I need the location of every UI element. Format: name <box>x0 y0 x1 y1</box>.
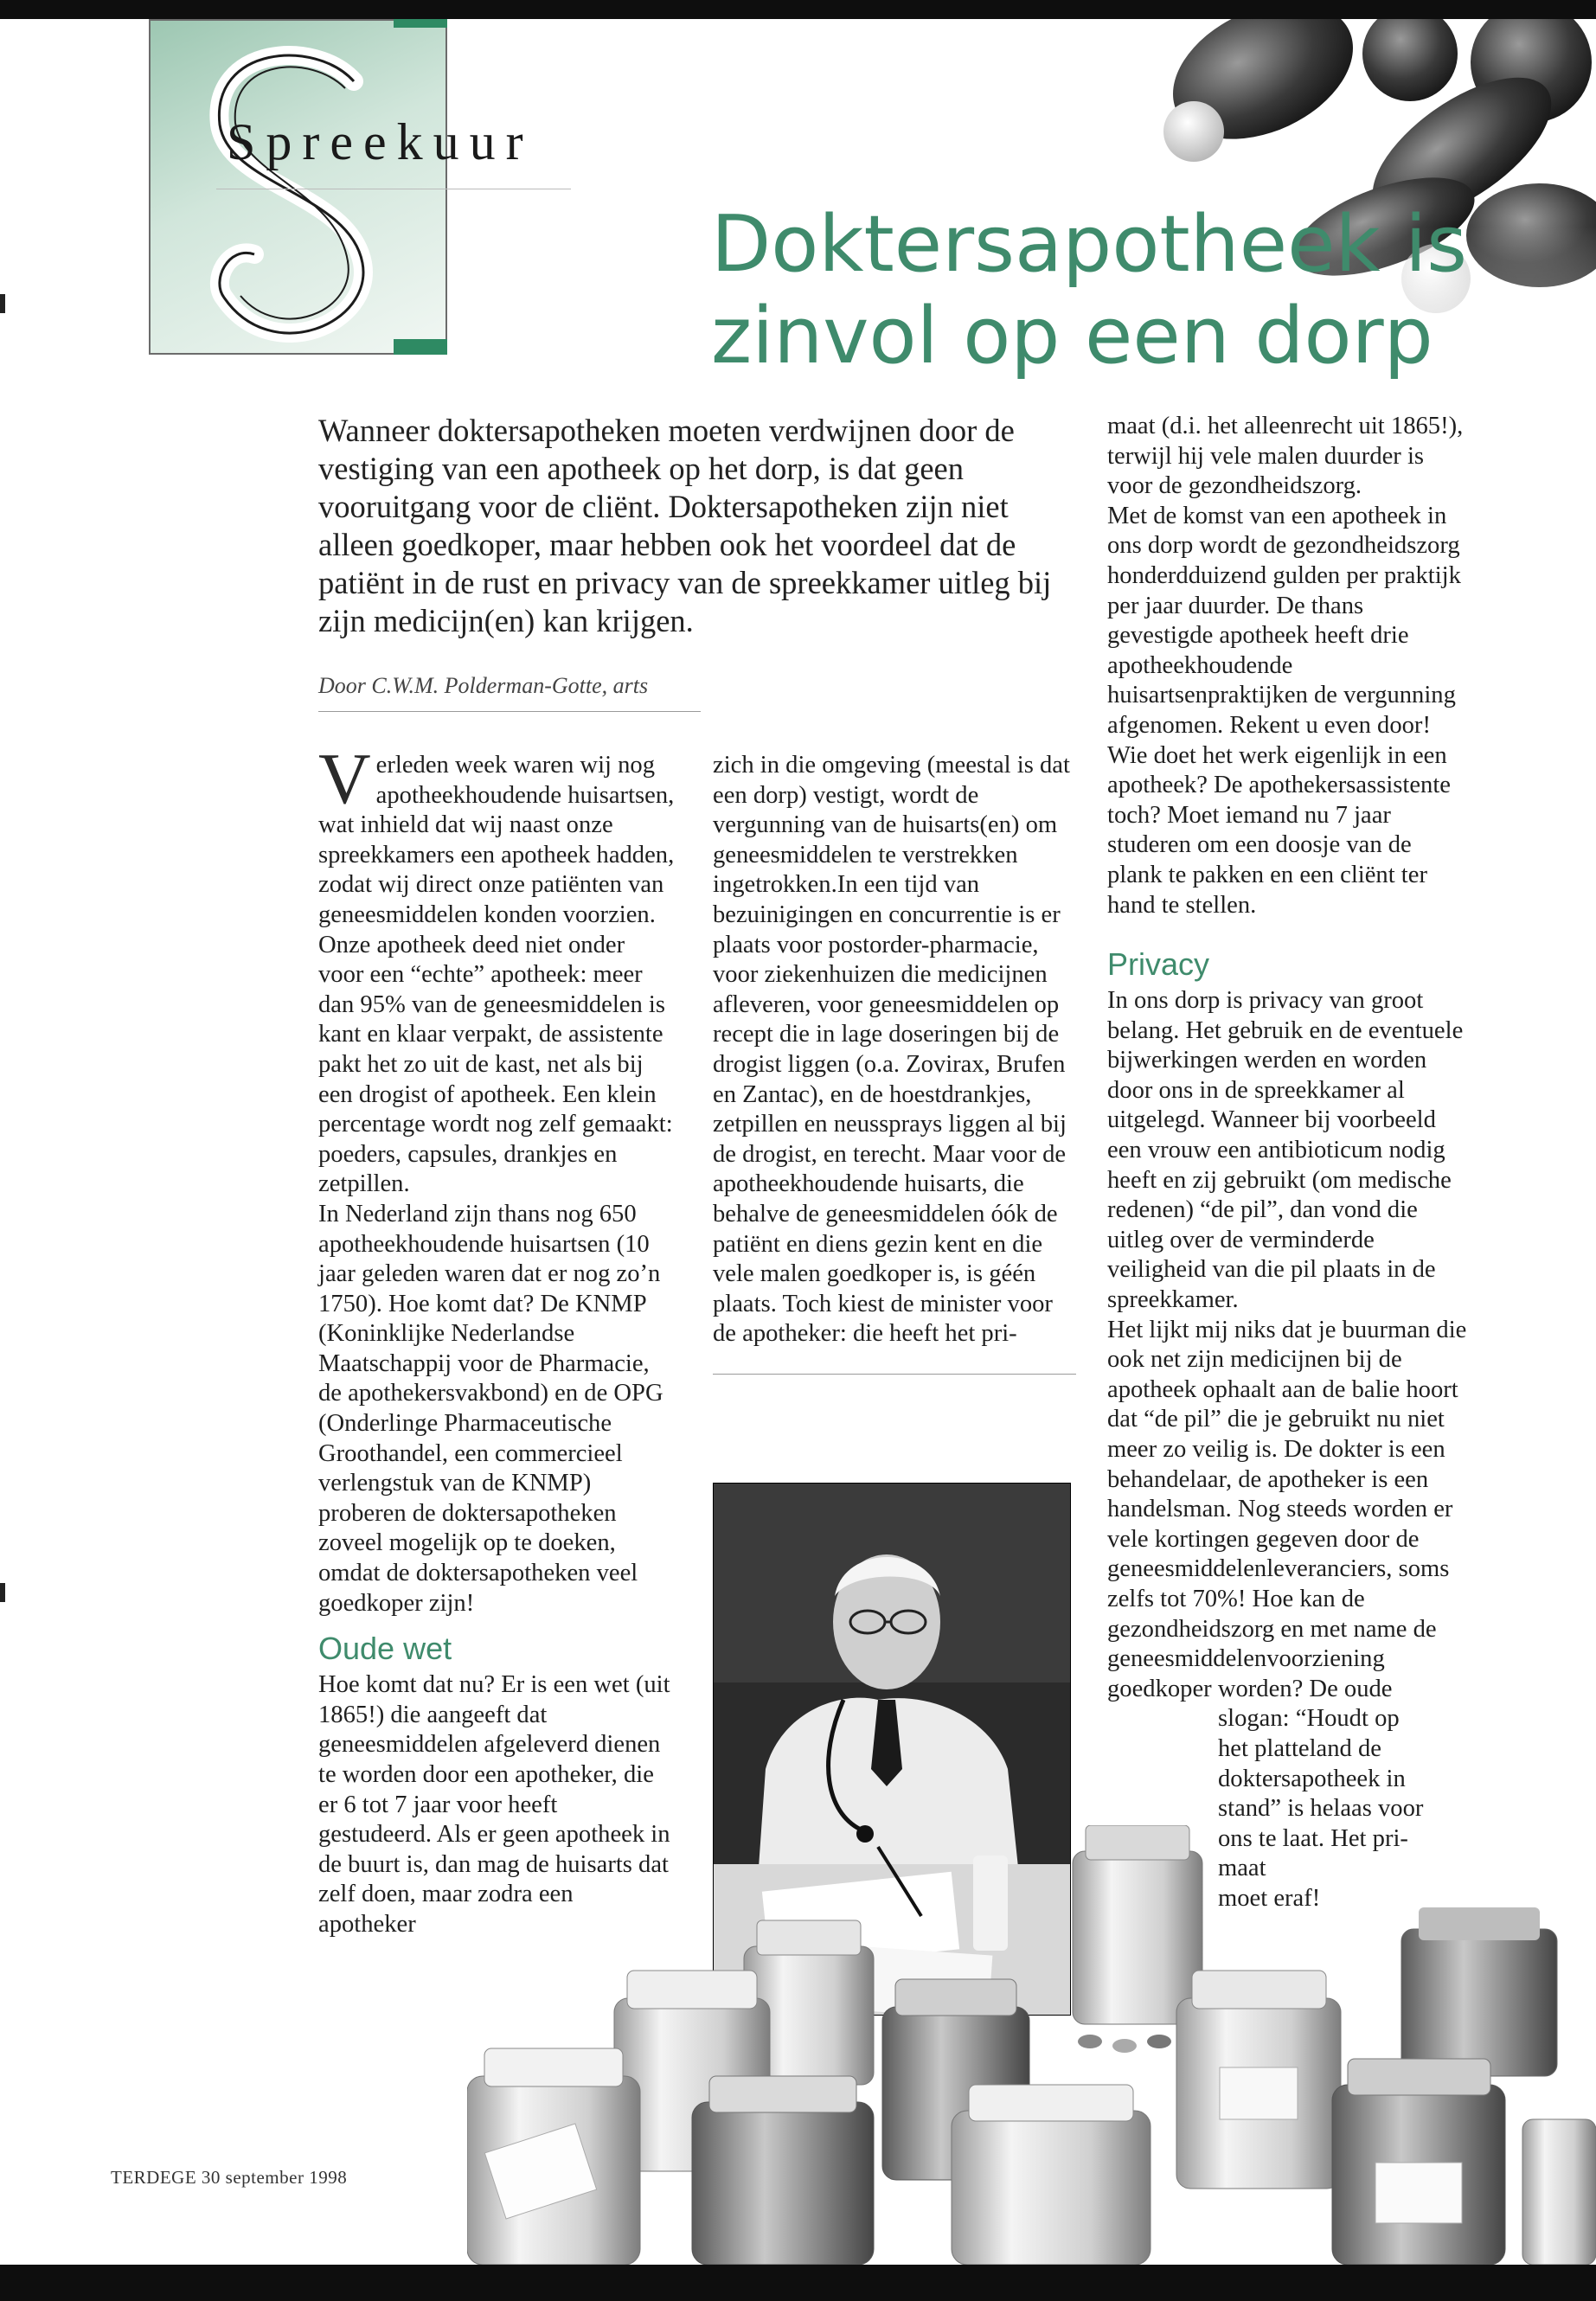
article-column-3 <box>1107 412 1471 1914</box>
subheading-oude-wet: Oude wet <box>318 1631 452 1667</box>
logo-accent-bar <box>394 19 447 28</box>
paragraph: Onze apotheek deed niet onder voor een “echte” apotheek: meer dan 95% van de geneesmiddelen is kant en klaar verpakt, de assistente pakt het zo uit de kast, net als bij een drogist of apotheek. Een klein percentage wordt nog zelf gemaakt: poeders, capsules, drankjes en zetpillen. <box>318 931 673 1198</box>
wrapped-line: doktersapotheek in <box>1218 1765 1406 1792</box>
wrapped-line: stand” is helaas voor <box>1218 1795 1424 1823</box>
byline: Door C.W.M. Polderman-Gotte, arts <box>318 673 649 698</box>
bottles-photo <box>467 1825 1596 2265</box>
wrapped-line: slogan: “Houdt op <box>1218 1705 1400 1733</box>
logo-s-letter <box>151 21 447 355</box>
page-footer: TERDEGE 30 september 1998 <box>111 2167 348 2188</box>
paragraph: Hoe komt dat nu? Er is een wet (uit 1865!) die aangeeft dat geneesmiddelen afgeleverd dienen te worden door een apotheker, die er 6 tot 7 jaar voor heeft gestudeerd. Als er geen apotheek in de buurt is, dan mag de huisarts dat zelf doen, maar zodra een apotheker <box>318 1671 670 1938</box>
bottom-border <box>0 2265 1596 2301</box>
paragraph: zich in die omgeving (meestal is dat een dorp) vestigt, wordt de vergunning van de huisarts(en) om geneesmiddelen te verstrekken ingetrokken.In een tijd van bezuinigingen en concurrentie is er plaats voor postorder-pharmacie, voor ziekenhuizen die medicijnen afleveren, voor geneesmiddelen op recept die in lage doseringen bij de drogist liggen (o.a. Zovirax, Brufen en Zantac), en de hoestdrankjes, zetpillen en neussprays liggen al bij de drogist, en terecht. Maar voor de apotheekhoudende huisarts, die behalve de geneesmiddelen óók de patiënt en diens gezin kent en die vele malen goedkoper is, is géén plaats. Toch kiest de minister voor de apotheker: die heeft het pri- <box>713 752 1070 1348</box>
article-column-1 <box>318 739 675 1940</box>
wrapped-line: het platteland de <box>1218 1734 1381 1762</box>
wrapped-line: maat <box>1218 1855 1266 1882</box>
paragraph: maat (d.i. het alleenrecht uit 1865!), terwijl hij vele malen duurder is voor de gezondheidszorg. <box>1107 413 1464 500</box>
margin-mark <box>0 294 5 313</box>
margin-mark <box>0 1583 5 1602</box>
section-label: Spreekuur <box>227 113 534 170</box>
byline-rule <box>318 711 701 712</box>
top-border <box>0 0 1596 19</box>
paragraph: Met de komst van een apotheek in ons dorp wordt de gezondheidszorg honderdduizend gulden per praktijk per jaar duurder. De thans gevestigde apotheek heeft drie apotheekhoudende huisartsenpraktijken de vergunning afgenomen. Rekent u even door! Wie doet het werk eigenlijk in een apotheek? De apothekersassistente toch? Moet iemand nu 7 jaar studeren om een doosje van de plank te pakken en een cliënt ter hand te stellen. <box>1107 502 1461 919</box>
paragraph: Het lijkt mij niks dat je buurman die ook net zijn medicijnen bij de apotheek ophaalt aan de balie hoort dat “de pil” die je gebruikt nu niet meer zo veilig is. De dokter is een behandelaar, de apotheker is een handelsman. Nog steeds worden er vele kortingen gegeven door de geneesmiddelenleveranciers, soms zelfs tot 70%! Hoe kan de gezondheidszorg en met name de geneesmiddelenvoorziening goedkoper worden? De oude <box>1107 1316 1467 1702</box>
paragraph: In ons dorp is privacy van groot belang. Het gebruik en de eventuele bijwerkingen werden en worden door ons in de spreekkamer al uitgelegd. Wanneer bij voorbeeld een vrouw een antibioticum nodig heeft en zij gebruikt (om medische redenen) “de pil”, dan vond die uitleg over de verminderde veiligheid van die pil plaats in de spreekkamer. <box>1107 987 1464 1314</box>
wrapped-line: moet eraf! <box>1218 1884 1321 1912</box>
section-logo <box>149 19 447 355</box>
headline-line-2: zinvol op een dorp <box>711 291 1433 381</box>
logo-accent-bar <box>394 339 447 355</box>
subheading-privacy: Privacy <box>1107 946 1210 983</box>
headline-line-1: Doktersapotheek is <box>711 199 1468 290</box>
drop-cap: V <box>318 739 371 819</box>
wrapped-line: ons te laat. Het pri- <box>1218 1824 1408 1852</box>
paragraph: In Nederland zijn thans nog 650 apotheekhoudende huisartsen (10 jaar geleden waren dat er nog zo’n 1750). Hoe komt dat? De KNMP (Koninklijke Nederlandse Maatschappij voor de Pharmacie, de apothekersvakbond) en de OPG (Onderlinge Pharmaceutische Groothandel, een commercieel verlengstuk van de KNMP) proberen de doktersapotheken zoveel mogelijk op te doeken, omdat de doktersapotheken veel goedkoper zijn! <box>318 1200 663 1617</box>
article-column-2 <box>713 751 1071 1349</box>
lead-paragraph: Wanneer doktersapotheken moeten verdwijnen door de vestiging van een apotheek op het dorp, is dat geen vooruitgang voor de cliënt. Doktersapotheken zijn niet alleen goedkoper, maar hebben ook het voordeel dat de patiënt in de rust en privacy van de spreekkamer uitleg bij zijn medicijn(en) kan krijgen. <box>318 413 1052 638</box>
paragraph: erleden week waren wij nog apotheekhoudende huisartsen, wat inhield dat wij naast onze spreekkamers een apotheek hadden, zodat wij direct onze patiënten van geneesmiddelen konden voorzien. <box>318 752 675 928</box>
headline <box>711 199 1490 382</box>
column-rule <box>713 1374 1076 1375</box>
